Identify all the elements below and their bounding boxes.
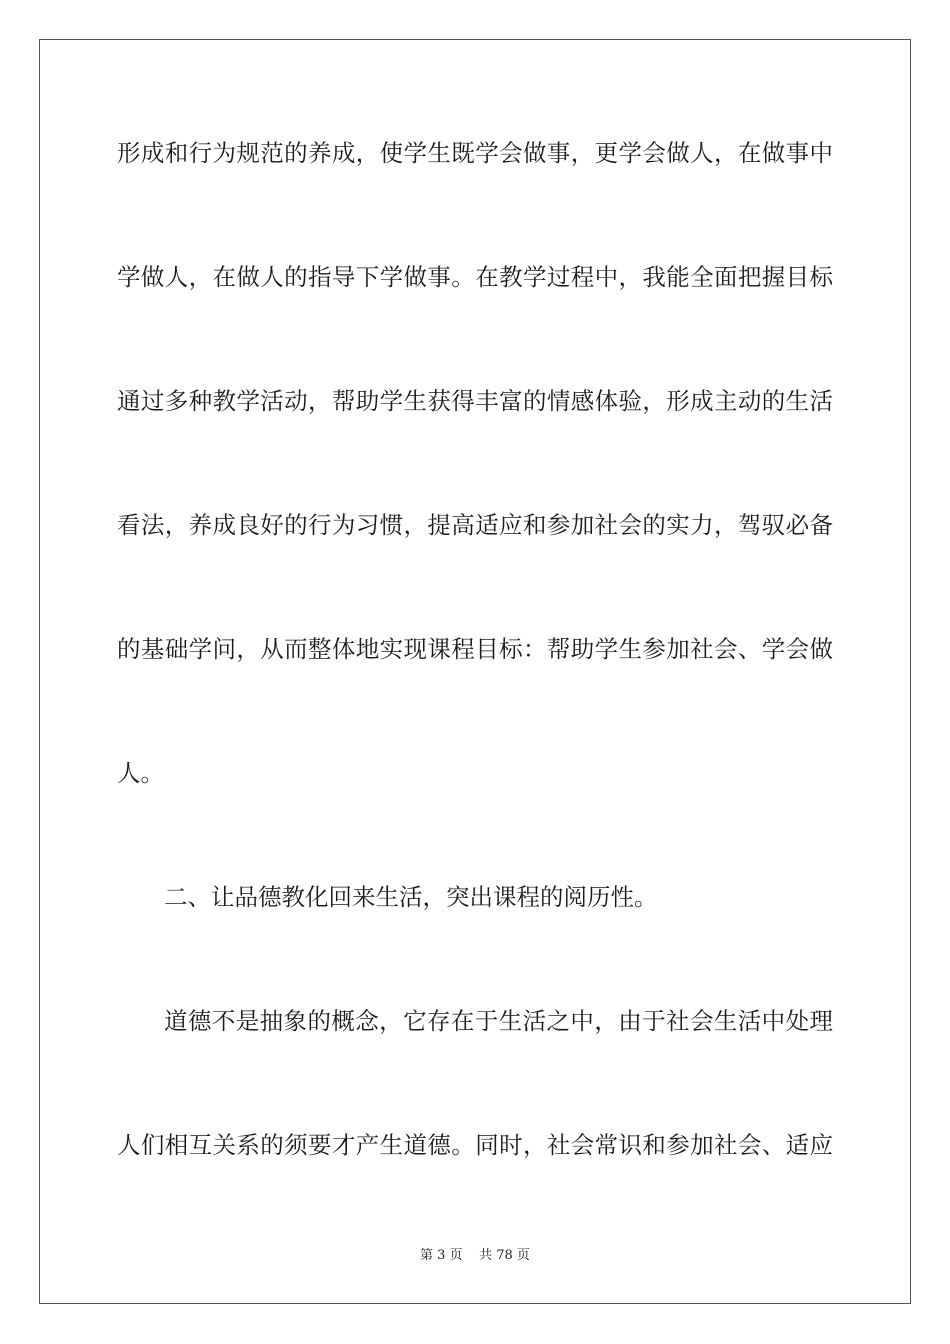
body-line-9: 人们相互关系的须要才产生道德。同时，社会常识和参加社会、适应: [117, 1131, 833, 1159]
body-line-1: 形成和行为规范的养成，使学生既学会做事，更学会做人，在做事中: [117, 139, 833, 167]
body-line-6: 人。: [117, 759, 164, 787]
body-line-8: 道德不是抽象的概念，它存在于生活之中，由于社会生活中处理: [164, 1007, 833, 1035]
page-number: 第 3 页: [420, 1248, 463, 1263]
body-line-4: 看法，养成良好的行为习惯，提高适应和参加社会的实力，驾驭必备: [117, 511, 833, 539]
page-total: 共 78 页: [479, 1248, 530, 1263]
body-line-5: 的基础学问，从而整体地实现课程目标：帮助学生参加社会、学会做: [117, 635, 833, 663]
page-footer: [0, 1248, 950, 1264]
page-frame: [39, 39, 911, 1304]
section-heading: 二、让品德教化回来生活，突出课程的阅历性。: [164, 883, 658, 911]
body-line-2: 学做人，在做人的指导下学做事。在教学过程中，我能全面把握目标: [117, 263, 833, 291]
body-line-3: 通过多种教学活动，帮助学生获得丰富的情感体验，形成主动的生活: [117, 387, 833, 415]
